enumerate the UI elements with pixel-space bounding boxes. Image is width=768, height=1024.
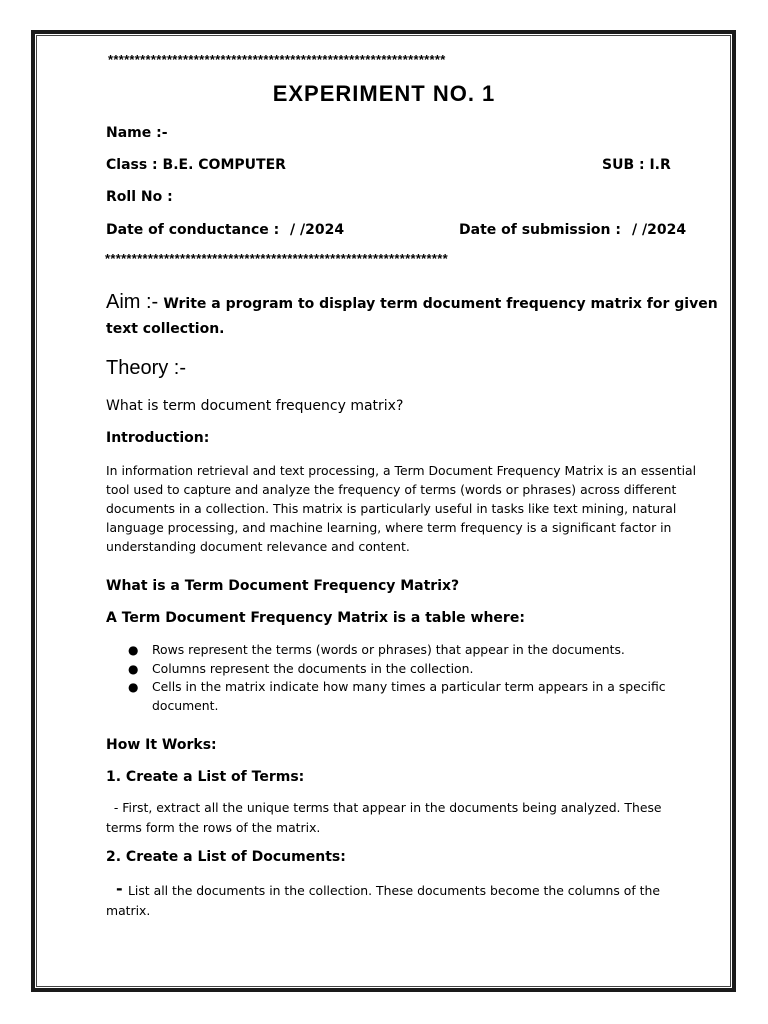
- bullet-icon: ●: [128, 680, 139, 694]
- class-field: Class : B.E. COMPUTER: [106, 157, 286, 173]
- bullet-icon: ●: [128, 661, 139, 676]
- bullet-list: [106, 641, 666, 715]
- intro-line: In information retrieval and text processing, a Term Document Frequency Matrix is an essential: [106, 463, 697, 478]
- bullet-text: Rows represent the terms (words or phrases) that appear in the documents.: [152, 642, 625, 657]
- stars-divider-top: ***************************************************************: [108, 52, 446, 67]
- step2-heading: 2. Create a List of Documents:: [106, 849, 346, 865]
- bullet-text-continued: document.: [152, 697, 219, 713]
- table-where-heading: A Term Document Frequency Matrix is a table where:: [106, 610, 525, 626]
- bullet-icon: ●: [128, 643, 139, 657]
- list-item: [106, 641, 666, 660]
- step1-text: - First, extract all the unique terms that appear in the documents being analyzed. These: [106, 800, 662, 815]
- date-of-submission-label: Date of submission :: [459, 222, 621, 238]
- intro-line: language processing, and machine learning, where term frequency is a significant factor in: [106, 520, 672, 535]
- bullet-text: Cells in the matrix indicate how many times a particular term appears in a specific: [152, 679, 666, 694]
- intro-line: documents in a collection. This matrix is particularly useful in tasks like text mining, natural: [106, 501, 677, 516]
- stars-divider-bottom: ****************************************************************: [105, 251, 448, 266]
- subject-field: SUB : I.R: [602, 157, 671, 173]
- step2-dash: -: [116, 879, 123, 898]
- intro-line: tool used to capture and analyze the frequency of terms (words or phrases) across different: [106, 482, 677, 497]
- introduction-paragraph: [106, 461, 696, 556]
- aim-text-continued: text collection.: [106, 321, 225, 337]
- roll-no-field: Roll No :: [106, 189, 173, 205]
- list-item-continued: [106, 697, 666, 716]
- date-of-conductance-label: Date of conductance :: [106, 222, 280, 238]
- step1-text-continued: terms form the rows of the matrix.: [106, 820, 321, 835]
- step2-text-continued: matrix.: [106, 903, 151, 918]
- name-field: Name :-: [106, 125, 168, 141]
- aim-line: [106, 291, 718, 314]
- date-of-conductance-value: / /2024: [290, 222, 345, 238]
- aim-text: Write a program to display term document frequency matrix for given: [163, 296, 718, 312]
- step2-text: List all the documents in the collection. These documents become the columns of the: [128, 883, 661, 898]
- experiment-title: EXPERIMENT NO. 1: [272, 81, 496, 106]
- what-is-heading: What is a Term Document Frequency Matrix?: [106, 578, 460, 594]
- theory-heading: Theory :-: [106, 357, 187, 379]
- date-of-submission-value: / /2024: [632, 222, 687, 238]
- aim-label: Aim :-: [106, 291, 159, 313]
- bullet-text: Columns represent the documents in the collection.: [152, 660, 474, 676]
- theory-question: What is term document frequency matrix?: [106, 398, 404, 414]
- how-it-works-heading: How It Works:: [106, 737, 217, 753]
- list-item: [106, 678, 666, 697]
- intro-line: understanding document relevance and content.: [106, 539, 410, 554]
- introduction-heading: Introduction:: [106, 430, 210, 446]
- list-item: [106, 660, 666, 679]
- step1-heading: 1. Create a List of Terms:: [106, 769, 305, 785]
